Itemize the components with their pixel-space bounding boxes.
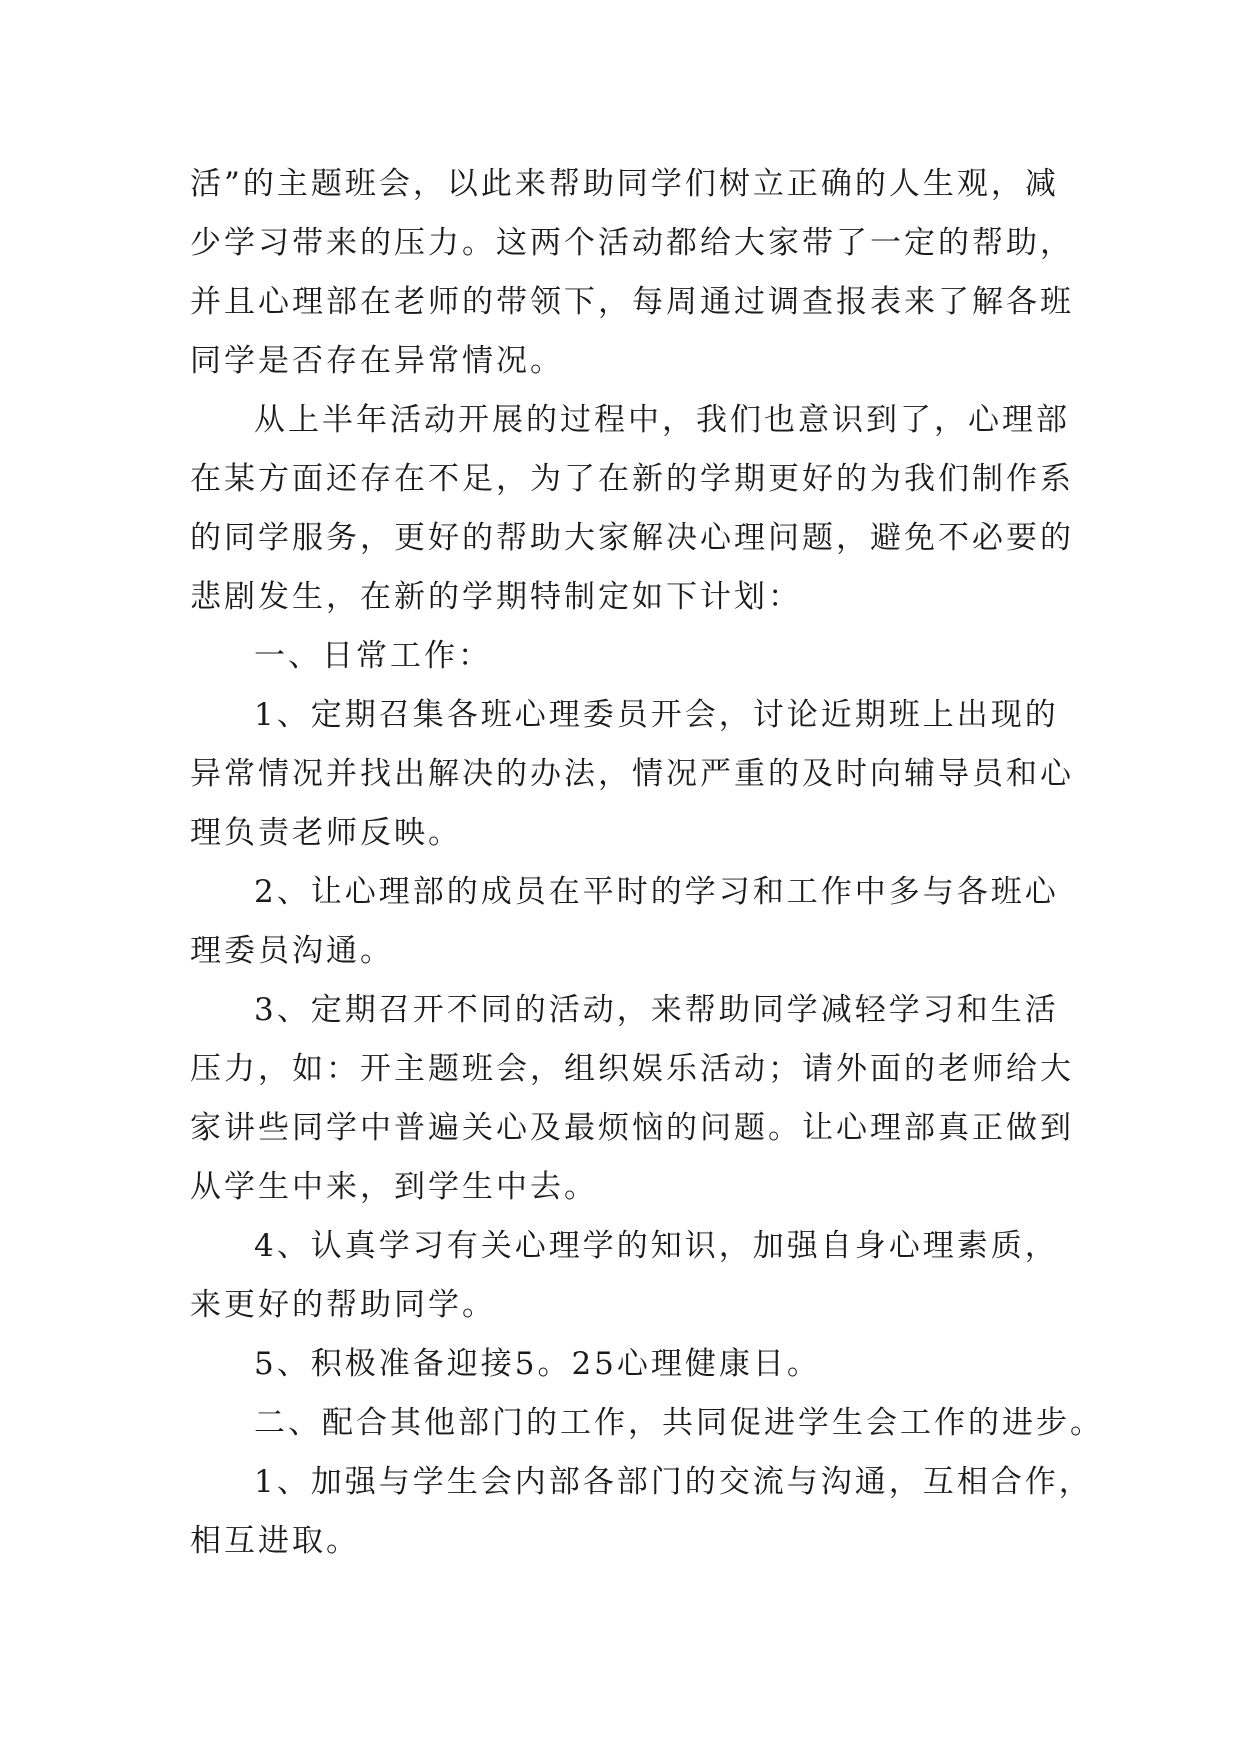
list-item-3-start: 3、定期召开不同的活动，来帮助同学减轻学习和生活 xyxy=(254,992,1059,1028)
text-line: 来更好的帮助同学。 xyxy=(190,1287,496,1323)
text-line: 在某方面还存在不足，为了在新的学期更好的为我们制作系 xyxy=(190,461,1074,497)
text-line: 家讲些同学中普遍关心及最烦恼的问题。让心理部真正做到 xyxy=(190,1110,1074,1146)
document-body xyxy=(190,155,1104,1571)
text-line: 同学是否存在异常情况。 xyxy=(190,343,564,379)
list-item-1-start: 1、定期召集各班心理委员开会，讨论近期班上出现的 xyxy=(254,697,1059,733)
list-item-2-start: 2、让心理部的成员在平时的学习和工作中多与各班心 xyxy=(254,874,1059,910)
paragraph-start-line: 从上半年活动开展的过程中，我们也意识到了，心理部 xyxy=(254,402,1070,438)
text-line: 相互进取。 xyxy=(190,1523,360,1559)
text-line: 异常情况并找出解决的办法，情况严重的及时向辅导员和心 xyxy=(190,756,1074,792)
text-line: 并且心理部在老师的带领下，每周通过调查报表来了解各班 xyxy=(190,284,1074,320)
text-line: 从学生中来，到学生中去。 xyxy=(190,1169,598,1205)
list-item-5: 5、积极准备迎接5。25心理健康日。 xyxy=(254,1346,821,1382)
text-line: 的同学服务，更好的帮助大家解决心理问题，避免不必要的 xyxy=(190,520,1074,556)
text-line: 少学习带来的压力。这两个活动都给大家带了一定的帮助， xyxy=(190,225,1074,261)
text-line: 压力，如：开主题班会，组织娱乐活动；请外面的老师给大 xyxy=(190,1051,1074,1087)
text-line: 理负责老师反映。 xyxy=(190,815,462,851)
section-heading-daily-work: 一、日常工作： xyxy=(254,638,492,674)
section-heading-cooperation: 二、配合其他部门的工作，共同促进学生会工作的进步。 xyxy=(254,1405,1104,1441)
list-item-4-start: 4、认真学习有关心理学的知识，加强自身心理素质， xyxy=(254,1228,1059,1264)
text-line: 活”的主题班会，以此来帮助同学们树立正确的人生观，减 xyxy=(190,166,1059,202)
list-item-1-start: 1、加强与学生会内部各部门的交流与沟通，互相合作， xyxy=(254,1464,1093,1500)
text-line: 理委员沟通。 xyxy=(190,933,394,969)
text-line: 悲剧发生，在新的学期特制定如下计划： xyxy=(190,579,802,615)
